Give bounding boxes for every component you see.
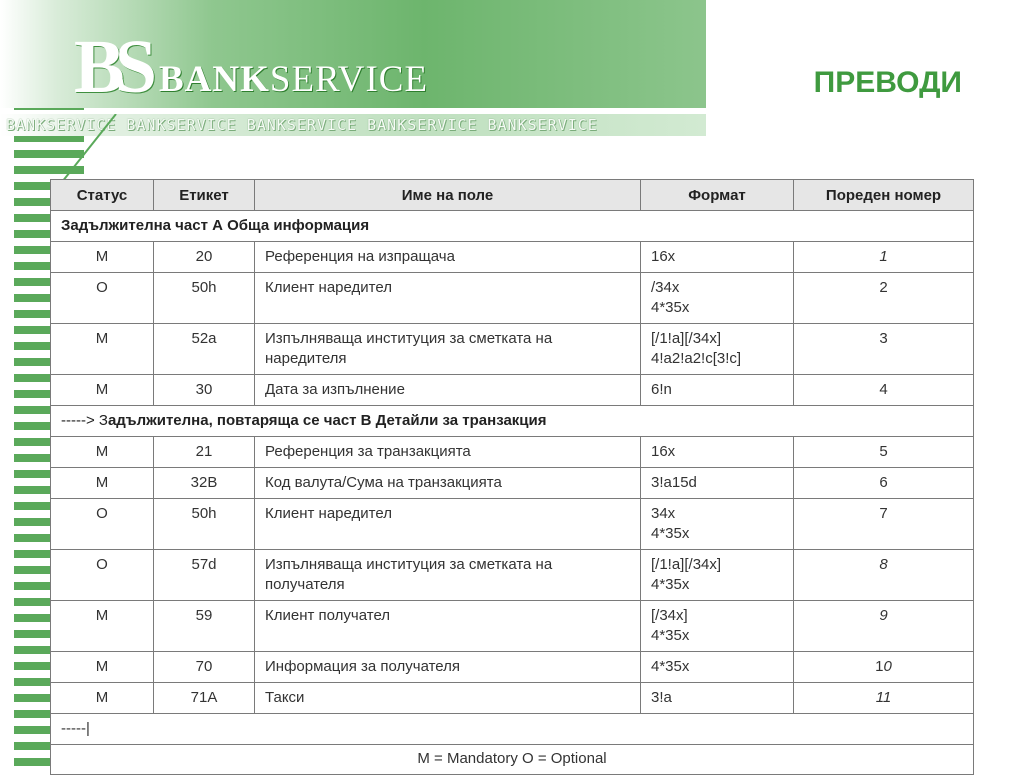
table-row <box>51 324 974 375</box>
cell-sequence: 2 <box>794 273 974 324</box>
logo-wordmark: BANKSERVICE <box>158 59 429 100</box>
cell-sequence: 4 <box>794 375 974 406</box>
cell-status: M <box>51 324 154 375</box>
table-row <box>51 375 974 406</box>
cell-format: 3!a15d <box>641 468 794 499</box>
cell-field-name: Клиент наредител <box>255 273 641 324</box>
cell-sequence: 7 <box>794 499 974 550</box>
cell-format <box>641 499 794 550</box>
section-row-a <box>51 211 974 242</box>
format-line: 4*35x <box>651 525 690 542</box>
cell-status: M <box>51 601 154 652</box>
cell-format <box>641 273 794 324</box>
end-marker-row <box>51 714 974 745</box>
cell-format: 16x <box>641 242 794 273</box>
format-line: [/34x] <box>651 607 688 624</box>
cell-tag: 59 <box>154 601 255 652</box>
table-row <box>51 601 974 652</box>
cell-sequence: 3 <box>794 324 974 375</box>
table-row <box>51 273 974 324</box>
cell-status: M <box>51 375 154 406</box>
format-line: /34x <box>651 279 680 296</box>
header-field-name: Име на поле <box>255 180 641 211</box>
format-line: [/1!a][/34x] <box>651 556 722 573</box>
cell-format: 16x <box>641 437 794 468</box>
cell-format: 6!n <box>641 375 794 406</box>
cell-tag: 32B <box>154 468 255 499</box>
table-row <box>51 499 974 550</box>
table-row <box>51 683 974 714</box>
cell-status: M <box>51 468 154 499</box>
cell-sequence: 5 <box>794 437 974 468</box>
page-title: ПРЕВОДИ <box>813 66 962 99</box>
end-marker: -----| <box>51 714 974 745</box>
cell-format <box>641 601 794 652</box>
cell-tag: 30 <box>154 375 255 406</box>
sequence-part: 1 <box>875 658 884 675</box>
cell-status: O <box>51 550 154 601</box>
logo-monogram: BS <box>74 25 147 109</box>
sequence-part-italic: 0 <box>883 658 892 675</box>
cell-status: M <box>51 242 154 273</box>
cell-sequence: 8 <box>794 550 974 601</box>
legend-row <box>51 745 974 775</box>
legend-text: M = Mandatory O = Optional <box>51 745 974 775</box>
table-header-row <box>51 180 974 211</box>
section-b-text: адължителна, повтаряща се част В Детайли за транзакция <box>107 412 547 429</box>
format-line: 4*35x <box>651 627 690 644</box>
table-row <box>51 468 974 499</box>
cell-field-name: Референция за транзакцията <box>255 437 641 468</box>
cell-tag: 21 <box>154 437 255 468</box>
header-status: Статус <box>51 180 154 211</box>
brand-repeat-text: BANKSERVICE BANKSERVICE BANKSERVICE BANKSERVICE BANKSERVICE <box>6 116 598 134</box>
cell-field-name: Клиент наредител <box>255 499 641 550</box>
cell-field-name: Изпълняваща институция за сметката на наредителя <box>255 324 641 375</box>
cell-sequence: 11 <box>794 683 974 714</box>
cell-tag: 57d <box>154 550 255 601</box>
cell-field-name: Дата за изпълнение <box>255 375 641 406</box>
table-row <box>51 437 974 468</box>
cell-status: O <box>51 499 154 550</box>
header-format: Формат <box>641 180 794 211</box>
cell-status: M <box>51 437 154 468</box>
section-b-label <box>51 406 974 437</box>
cell-sequence: 6 <box>794 468 974 499</box>
cell-format <box>641 550 794 601</box>
cell-status: M <box>51 683 154 714</box>
cell-field-name: Изпълняваща институция за сметката на получателя <box>255 550 641 601</box>
cell-sequence <box>794 652 974 683</box>
decorative-line <box>60 114 120 184</box>
table-row <box>51 242 974 273</box>
cell-field-name: Код валута/Сума на транзакцията <box>255 468 641 499</box>
cell-tag: 52a <box>154 324 255 375</box>
cell-tag: 71A <box>154 683 255 714</box>
table-row <box>51 652 974 683</box>
format-line: 4*35x <box>651 299 690 316</box>
cell-format: 4*35x <box>641 652 794 683</box>
bankservice-logo <box>74 25 429 109</box>
cell-status: M <box>51 652 154 683</box>
cell-format: 3!a <box>641 683 794 714</box>
section-b-arrow: -----> З <box>61 412 108 429</box>
cell-status: O <box>51 273 154 324</box>
format-line: 34x <box>651 505 676 522</box>
cell-tag: 20 <box>154 242 255 273</box>
cell-tag: 50h <box>154 499 255 550</box>
cell-format <box>641 324 794 375</box>
header-sequence: Пореден номер <box>794 180 974 211</box>
cell-sequence: 9 <box>794 601 974 652</box>
table-row <box>51 550 974 601</box>
cell-tag: 50h <box>154 273 255 324</box>
cell-field-name: Такси <box>255 683 641 714</box>
header-tag: Етикет <box>154 180 255 211</box>
cell-sequence: 1 <box>794 242 974 273</box>
section-a-label: Задължителна част А Обща информация <box>51 211 974 242</box>
format-line: 4!a2!a2!c[3!c] <box>651 350 742 367</box>
header-banner <box>0 0 706 108</box>
format-line: 4*35x <box>651 576 690 593</box>
format-line: [/1!a][/34x] <box>651 330 722 347</box>
cell-field-name: Клиент получател <box>255 601 641 652</box>
cell-field-name: Референция на изпращача <box>255 242 641 273</box>
fields-table <box>50 179 974 775</box>
cell-tag: 70 <box>154 652 255 683</box>
cell-field-name: Информация за получателя <box>255 652 641 683</box>
section-row-b <box>51 406 974 437</box>
